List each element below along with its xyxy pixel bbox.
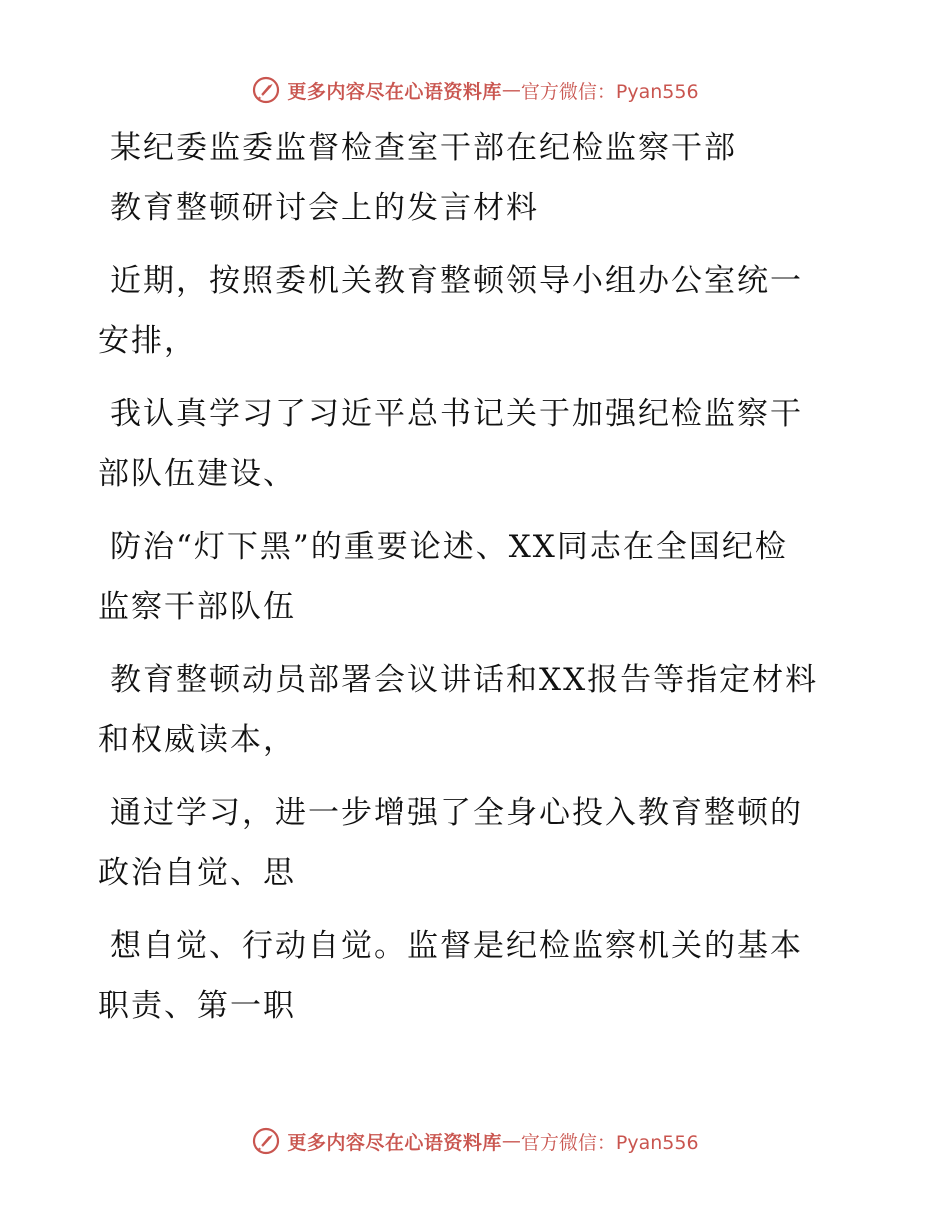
footer-watermark	[0, 1121, 950, 1161]
paragraph-4	[98, 650, 848, 770]
watermark-main-text: 更多内容尽在心语资料库	[287, 1131, 502, 1154]
paragraph-line: 和权威读本，	[98, 722, 296, 758]
paragraph-line: 部队伍建设、	[98, 456, 296, 492]
document-body	[98, 118, 848, 1036]
paragraph-line: 安排，	[98, 323, 197, 359]
watermark-separator: —	[501, 79, 521, 101]
paragraph-3	[98, 517, 848, 637]
paragraph-line: 通过学习，进一步增强了全身心投入教育整顿的	[110, 795, 803, 831]
document-title-line-1: 某纪委监委监督检查室干部在纪检监察干部	[110, 130, 737, 166]
pen-nib-logo-icon	[251, 75, 281, 105]
watermark-wechat-text: 官方微信：Pyan556	[520, 80, 699, 103]
document-title-line-2: 教育整顿研讨会上的发言材料	[110, 190, 539, 226]
paragraph-6	[98, 916, 848, 1036]
paragraph-line: 想自觉、行动自觉。监督是纪检监察机关的基本	[110, 928, 803, 964]
paragraph-line: 职责、第一职	[98, 988, 296, 1024]
paragraph-line: 教育整顿动员部署会议讲话和XX报告等指定材料	[110, 662, 819, 698]
paragraph-line: 监察干部队伍	[98, 589, 296, 625]
paragraph-line: 近期，按照委机关教育整顿领导小组办公室统一	[110, 263, 803, 299]
paragraph-line: 我认真学习了习近平总书记关于加强纪检监察干	[110, 396, 803, 432]
header-watermark	[0, 70, 950, 110]
paragraph-1	[98, 251, 848, 371]
watermark-main-text: 更多内容尽在心语资料库	[287, 80, 502, 103]
pen-nib-logo-icon	[251, 1126, 281, 1156]
paragraph-5	[98, 783, 848, 903]
paragraph-line: 防治“灯下黑”的重要论述、XX同志在全国纪检	[110, 529, 788, 565]
paragraph-line: 政治自觉、思	[98, 855, 296, 891]
paragraph-2	[98, 384, 848, 504]
watermark-wechat-text: 官方微信：Pyan556	[520, 1131, 699, 1154]
watermark-separator: —	[501, 1130, 521, 1152]
